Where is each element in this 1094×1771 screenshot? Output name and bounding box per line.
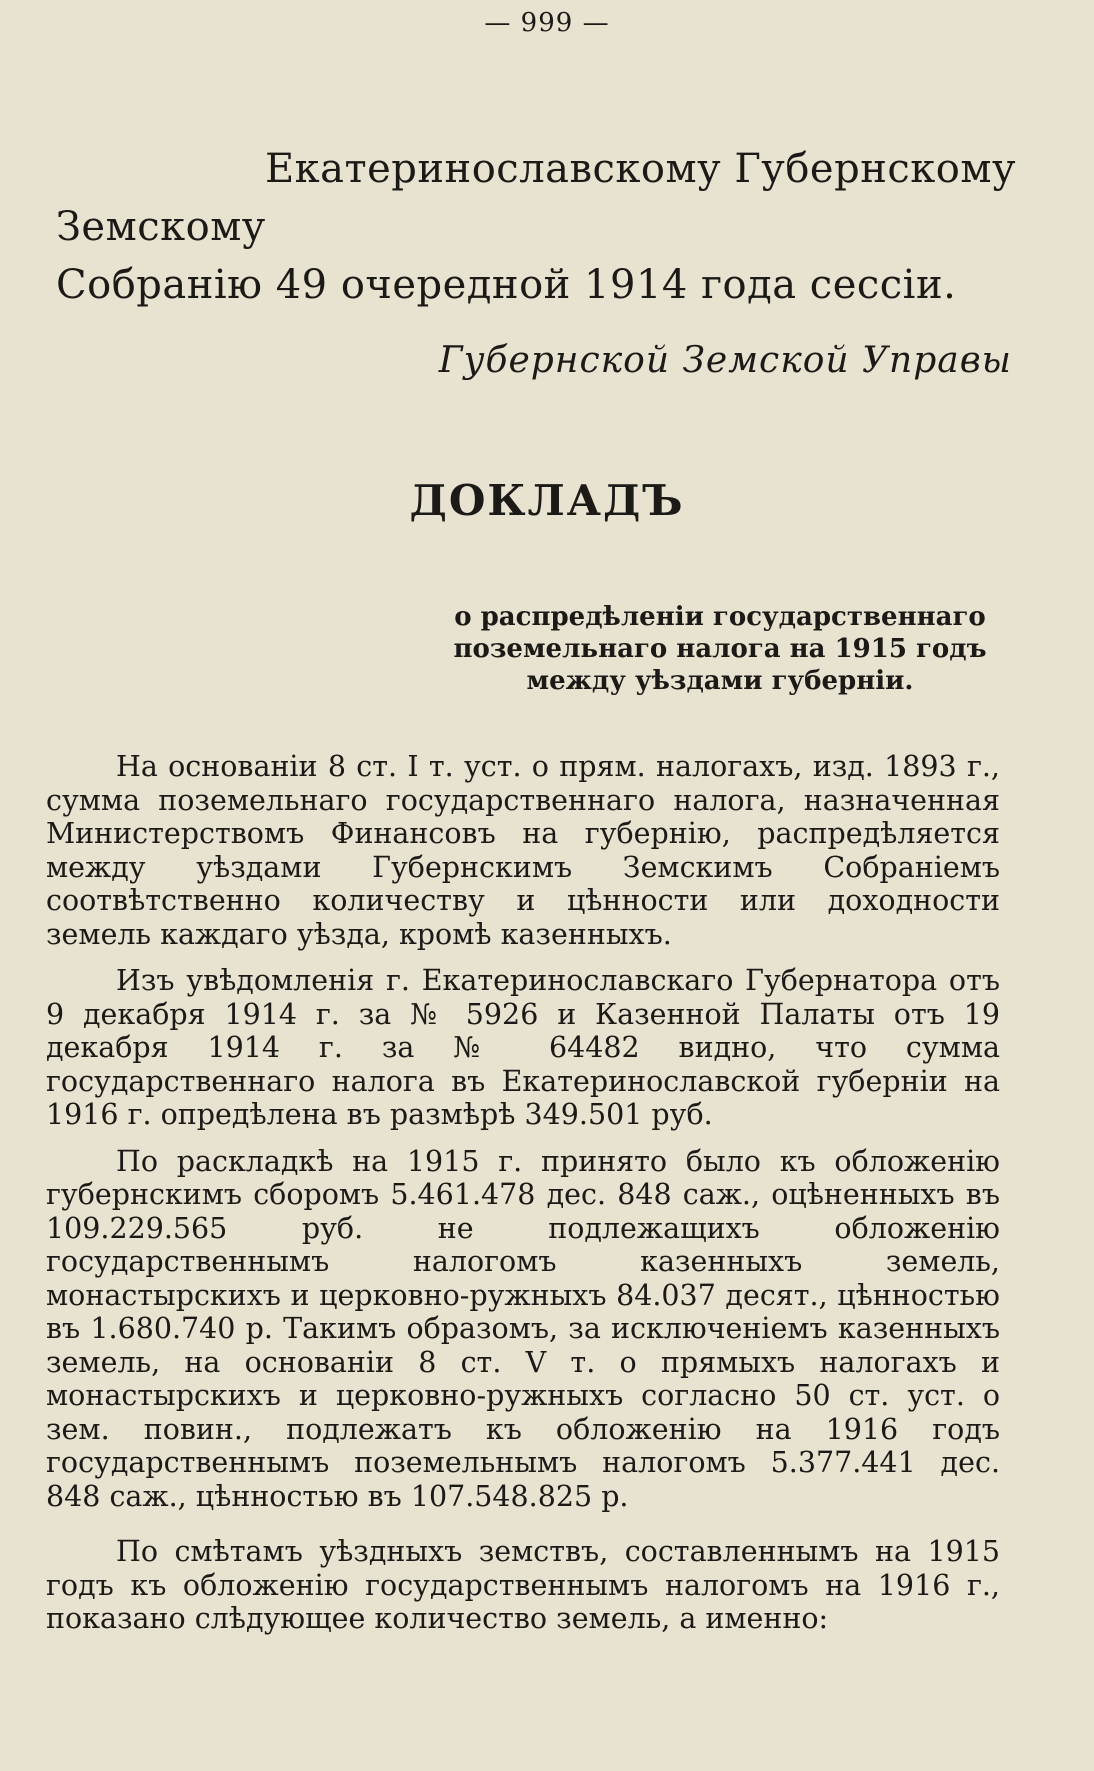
document-title <box>56 140 1016 314</box>
document-heading: ДОКЛАДЪ <box>409 476 685 525</box>
document-subject: о распредѣленіи государственнаго поземельнаго налога на 1915 годъ между уѣздами губерніи. <box>453 602 987 696</box>
paragraph: Изъ увѣдомленія г. Екатеринославскаго Губернатора отъ 9 декабря 1914 г. за № 5926 и Казенной Палаты отъ 19 декабря 1914 г. за № 64482 видно, что сумма государственнаго налога въ Екатеринославской губерніи на 1916 г. опредѣлена въ размѣрѣ 349.501 руб. <box>46 964 1000 1131</box>
document-body <box>46 750 1000 1649</box>
title-line-2: Собранію 49 очередной 1914 года сессіи. <box>56 262 957 308</box>
page-number: — 999 — <box>484 8 610 38</box>
paragraph: По раскладкѣ на 1915 г. принято было къ обложенію губернскимъ сборомъ 5.461.478 дес. 848 саж., оцѣненныхъ въ 109.229.565 руб. не подлежащихъ обложенію государственнымъ налогомъ казенныхъ земель, монастырскихъ и церковно-ружныхъ 84.037 десят., цѣнностью въ 1.680.740 р. Такимъ образомъ, за исключеніемъ казенныхъ земель, на основаніи 8 ст. V т. о прямыхъ налогахъ и монастырскихъ и церковно-ружныхъ согласно 50 ст. уст. о зем. повин., подлежатъ къ обложенію на 1916 годъ государственнымъ поземельнымъ налогомъ 5.377.441 дес. 848 саж., цѣнностью въ 107.548.825 р. <box>46 1144 1000 1513</box>
title-line-1: Екатеринославскому Губернскому Земскому <box>56 146 1016 250</box>
paragraph: На основаніи 8 ст. I т. уст. о прям. налогахъ, изд. 1893 г., сумма поземельнаго государственнаго налога, назначенная Министерствомъ Финансовъ на губернію, распредѣляется между уѣздами Губернскимъ Земскимъ Собраніемъ соотвѣтственно количеству и цѣнности или доходности земель каждаго уѣзда, кромѣ казенныхъ. <box>46 750 1000 951</box>
paragraph: По смѣтамъ уѣздныхъ земствъ, составленнымъ на 1915 годъ къ обложенію государственнымъ налогомъ на 1916 г., показано слѣдующее количество земель, а именно: <box>46 1535 1000 1635</box>
document-subtitle: Губернской Земской Управы <box>438 340 1012 381</box>
